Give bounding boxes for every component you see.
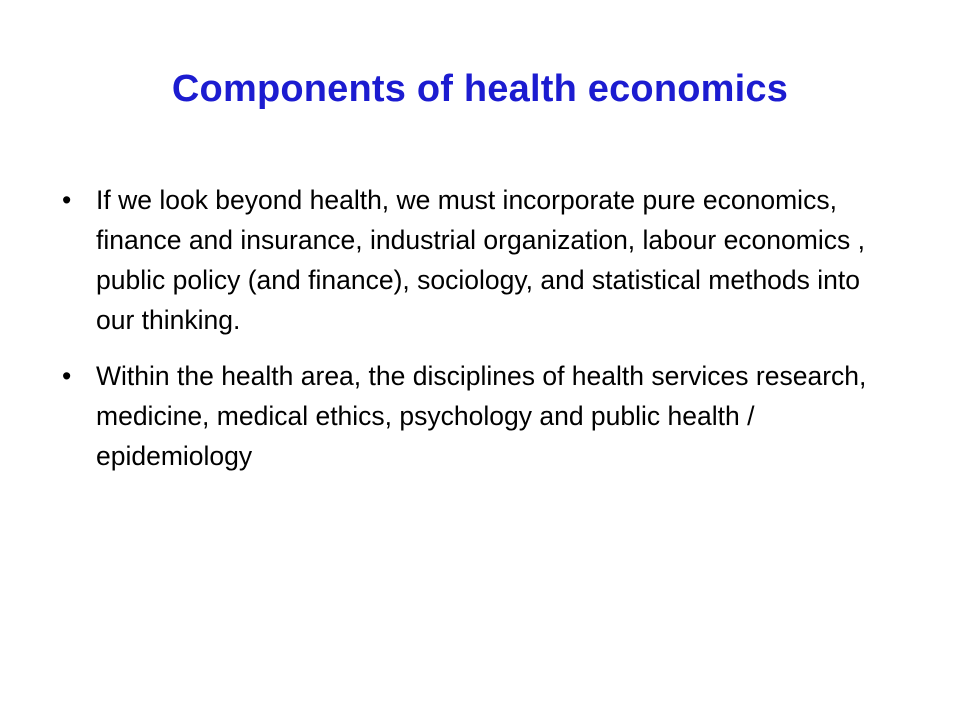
bullet-icon: • bbox=[62, 361, 72, 391]
bullet-list bbox=[62, 180, 892, 492]
bullet-text: Within the health area, the disciplines of health services research, medicine, medical ethics, psychology and public health / epidemiology bbox=[96, 361, 867, 471]
bullet-text: If we look beyond health, we must incorporate pure economics, finance and insurance, industrial organization, labour economics , public policy (and finance), sociology, and statistical methods into our thinking. bbox=[96, 185, 865, 335]
bullet-item bbox=[62, 180, 892, 340]
bullet-item bbox=[62, 356, 892, 476]
slide-title: Components of health economics bbox=[171, 68, 789, 110]
bullet-icon: • bbox=[62, 185, 72, 215]
